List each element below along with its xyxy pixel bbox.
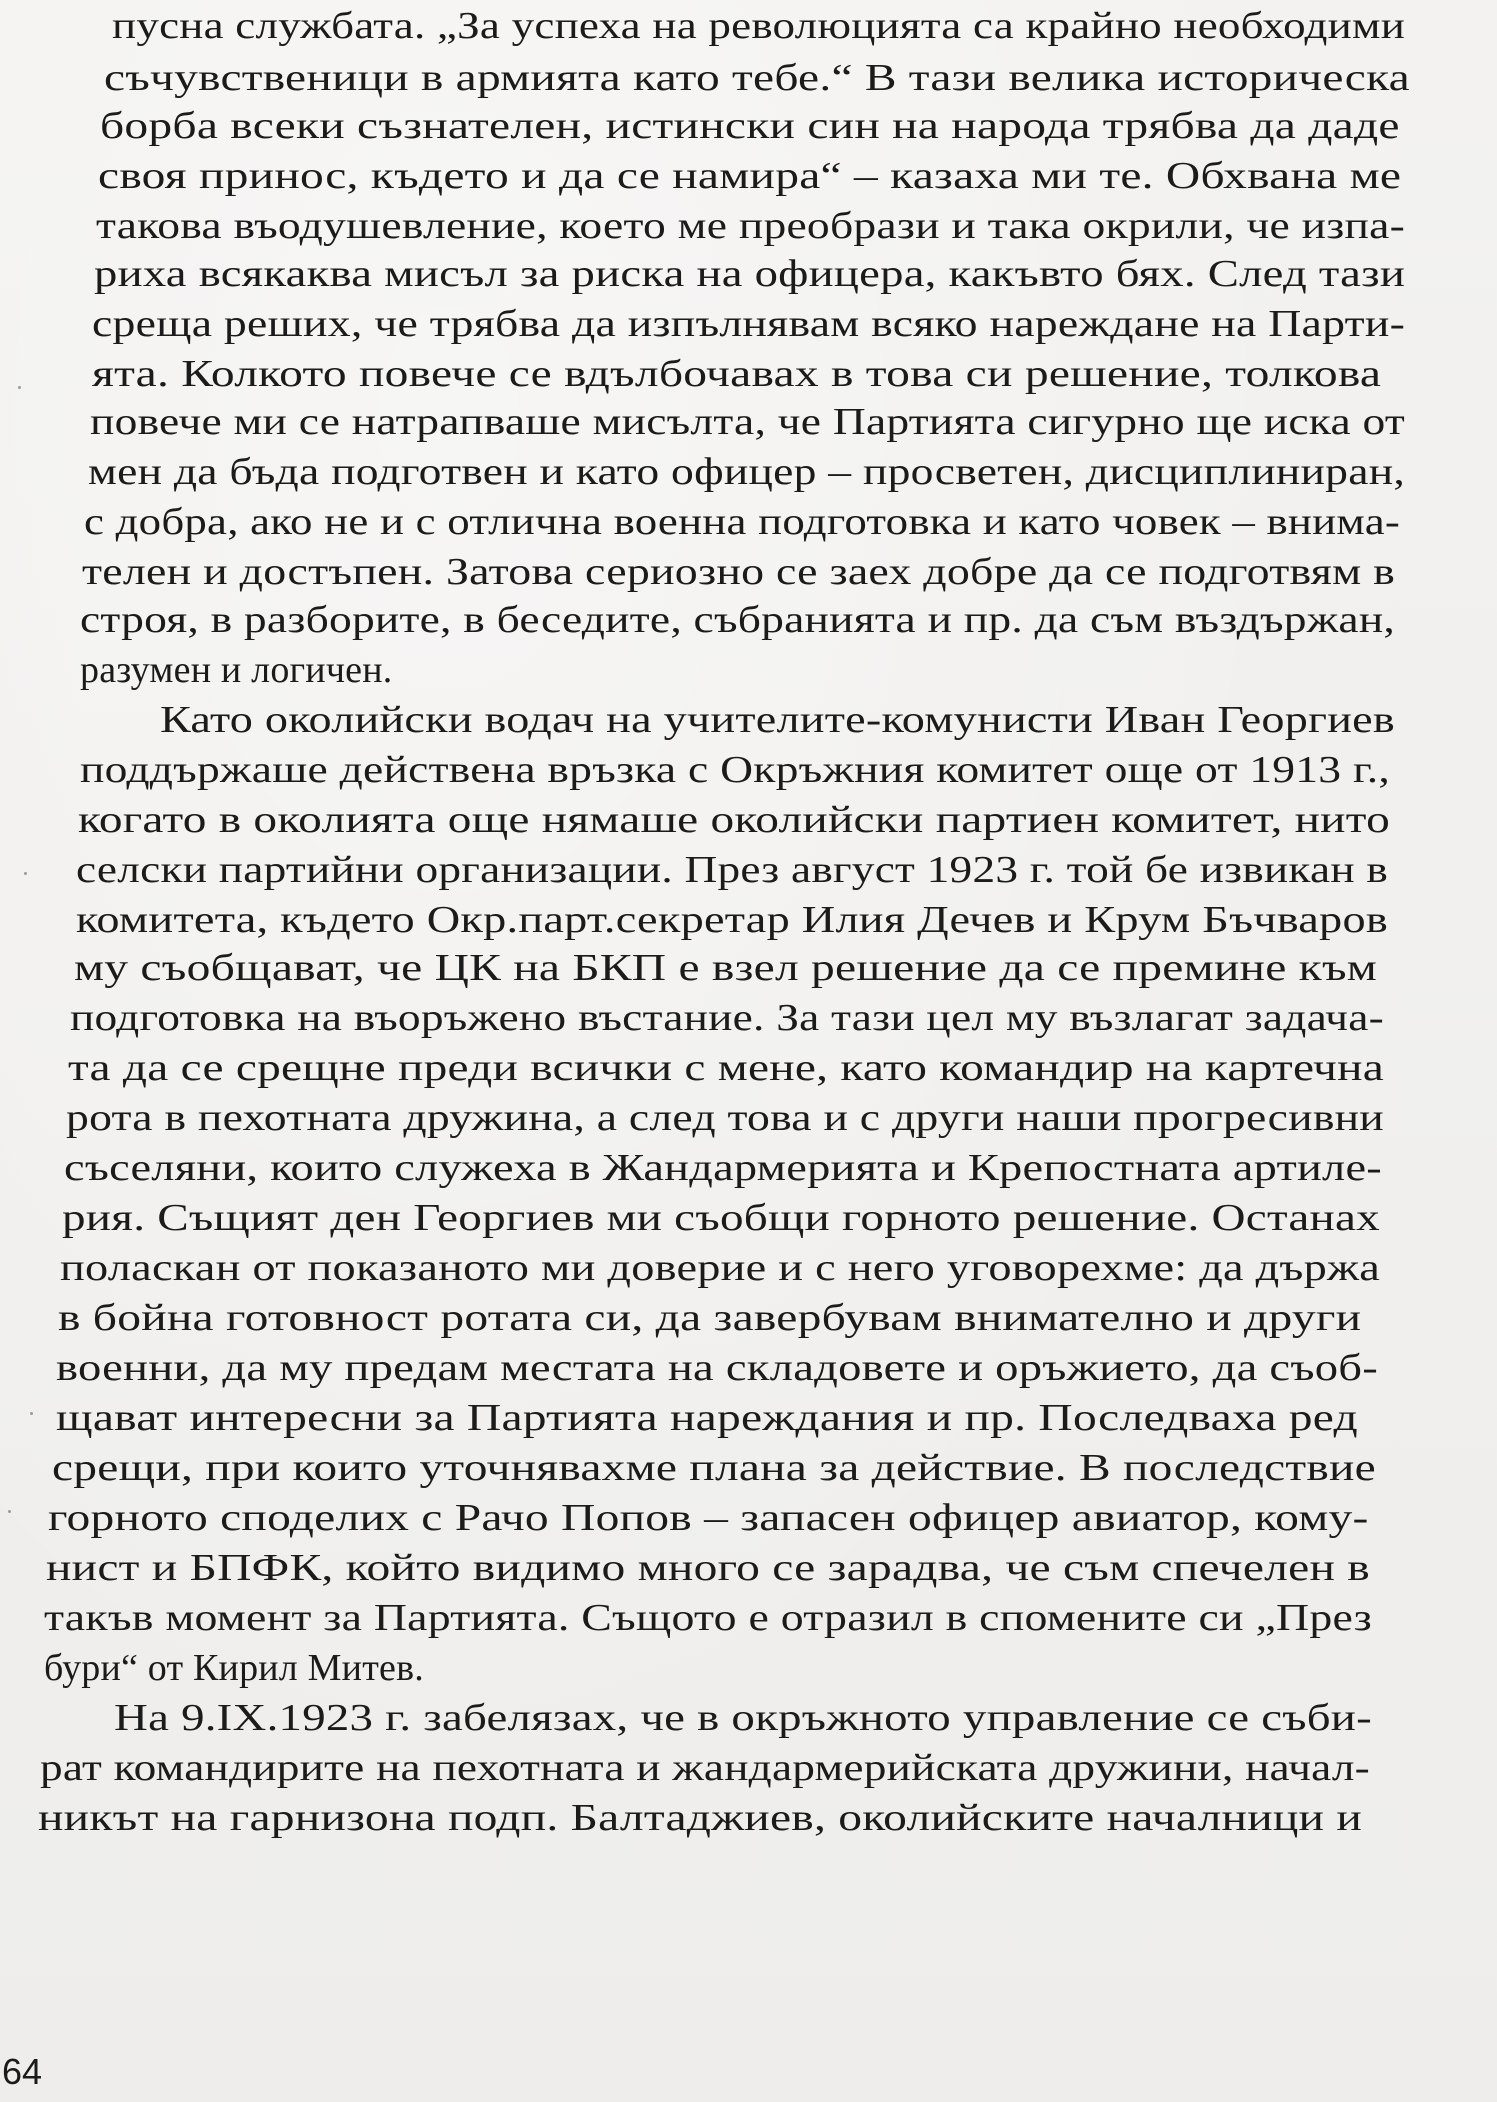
text-line: подготовка на въоръжено въстание. За тази цел му възлагат задача- <box>70 997 1384 1039</box>
text-line: борба всеки съзнателен, истински син на народа трябва да даде <box>100 105 1400 147</box>
text-line: пусна службата. „За успеха на революцията са крайно необходими <box>112 5 1406 47</box>
text-line: ята. Колкото повече се вдълбочавах в това си решение, толкова <box>92 353 1382 395</box>
text-line: срещи, при които уточнявахме плана за действие. В последствие <box>52 1447 1376 1489</box>
text-line: комитета, където Окр.парт.секретар Илия Дечев и Крум Бъчваров <box>76 899 1388 941</box>
text-line: телен и достъпен. Затова сериозно се заех добре да се подготвям в <box>82 551 1396 593</box>
text-line: поласкан от показаното ми доверие и с него уговорехме: да държа <box>60 1247 1381 1289</box>
text-line: риха всякаква мисъл за риска на офицера, какъвто бях. След тази <box>94 253 1406 295</box>
text-line: щават интересни за Партията нареждания и пр. Последваха ред <box>56 1397 1358 1439</box>
text-line: своя принос, където и да се намира“ – казаха ми те. Обхвана ме <box>98 155 1402 197</box>
text-line: На 9.IX.1923 г. забелязах, че в окръжното управление се съби- <box>114 1697 1372 1739</box>
text-line: поддържаше действена връзка с Окръжния комитет още от 1913 г., <box>80 749 1391 791</box>
scan-speck <box>30 1412 33 1415</box>
text-line: такова въодушевление, което ме преобрази и така окрили, че изпа- <box>96 205 1406 247</box>
scan-speck <box>18 386 21 389</box>
text-line: мен да бъда подготвен и като офицер – просветен, дисциплиниран, <box>88 451 1405 493</box>
text-line: съчувственици в армията като тебе.“ В тази велика историческа <box>104 57 1410 99</box>
text-line: селски партийни организации. През август 1923 г. той бе извикан в <box>76 849 1389 891</box>
text-line: рота в пехотната дружина, а след това и с други наши прогресивни <box>66 1097 1384 1139</box>
text-line: му съобщават, че ЦК на БКП е взел решение да се премине към <box>74 947 1378 989</box>
text-line: строя, в разборите, в беседите, събранията и пр. да съм въздържан, <box>80 599 1396 641</box>
text-line: съселяни, които служеха в Жандармерията и Крепостната артиле- <box>64 1147 1382 1189</box>
scan-speck <box>8 1510 11 1513</box>
text-line: в бойна готовност ротата си, да завербувам внимателно и други <box>58 1297 1362 1339</box>
page-number: 64 <box>2 2051 43 2092</box>
text-line: повече ми се натрапваше мисълта, че Партията сигурно ще иска от <box>90 401 1406 443</box>
text-line: та да се срещне преди всички с мене, като командир на картечна <box>68 1047 1384 1089</box>
scan-speck <box>24 872 27 875</box>
text-line: разумен и логичен. <box>80 649 393 691</box>
text-line: военни, да му предам местата на складовете и оръжието, да съоб- <box>56 1347 1379 1389</box>
text-line: нист и БПФК, който видимо много се зарадва, че съм спечелен в <box>46 1547 1370 1589</box>
text-line: когато в околията още нямаше околийски партиен комитет, нито <box>78 799 1390 841</box>
text-line: Като околийски водач на учителите-комунисти Иван Георгиев <box>160 699 1395 741</box>
text-line: никът на гарнизона подп. Балтаджиев, околийските началници и <box>38 1797 1363 1839</box>
text-line: рия. Същият ден Георгиев ми съобщи горното решение. Останах <box>62 1197 1380 1239</box>
text-line: такъв момент за Партията. Същото е отразил в спомените си „През <box>44 1597 1372 1639</box>
text-line: горното споделих с Рачо Попов – запасен офицер авиатор, кому- <box>48 1497 1369 1539</box>
text-line: среща реших, че трябва да изпълнявам всяко нареждане на Парти- <box>92 303 1406 345</box>
text-line: бури“ от Кирил Митев. <box>44 1647 424 1689</box>
text-line: рат командирите на пехотната и жандармерийската дружини, начал- <box>40 1747 1371 1789</box>
text-line: с добра, ако не и с отлична военна подготовка и като човек – внима- <box>84 501 1401 543</box>
